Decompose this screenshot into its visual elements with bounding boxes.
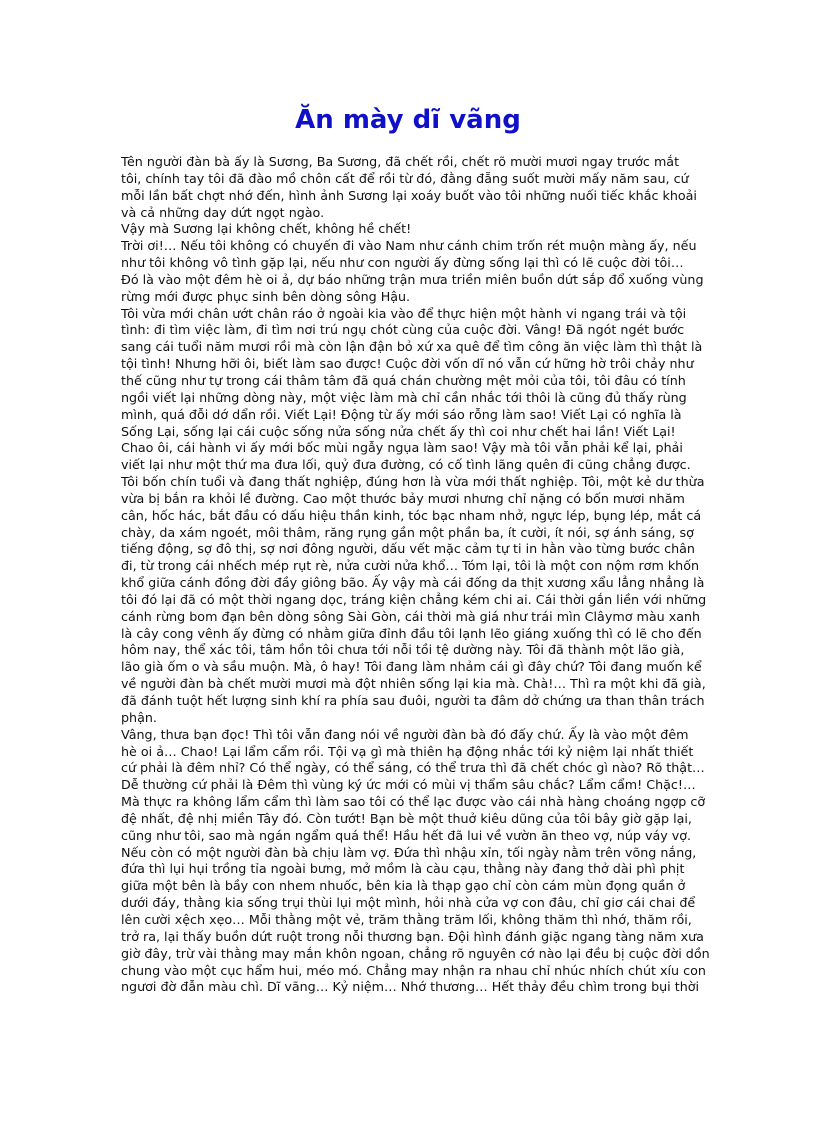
- document-title: Ăn mày dĩ vãng: [295, 105, 521, 135]
- body-text-line: chày, da xám ngoét, môi thâm, răng rụng gần một phần ba, ít cười, ít nói, sợ ánh sáng, sợ: [121, 524, 694, 540]
- body-text-line: giữa một bên là bầy con nhem nhuốc, bên kia là thạp gạo chỉ còn cám mùn đọng quần ở: [121, 878, 686, 894]
- body-text-line: Mà thực ra không lẩm cẩm thì làm sao tôi có thể lạc được vào cái nhà hàng choáng ngợp cỡ: [121, 794, 706, 810]
- body-text-line: tội tình! Nhưng hỡi ôi, biết làm sao được! Cuộc đời vốn dĩ nó vẫn cứ hững hờ trôi chảy như: [121, 356, 694, 372]
- body-text-line: hè oi ả… Chao! Lại lẩm cẩm rồi. Tội vạ gì mà thiên hạ động nhắc tới kỷ niệm lại nhất thiết: [121, 743, 694, 759]
- body-text-line: Vâng, thưa bạn đọc! Thì tôi vẫn đang nói về người đàn bà đó đấy chứ. Ấy là vào một đêm: [121, 726, 689, 742]
- body-text-line: rừng mới được phục sinh bên dòng sông Hậu.: [121, 288, 411, 304]
- body-text-line: Chao ôi, cái hành vi ấy mới bốc mùi ngẫy ngụa làm sao! Vậy mà tôi vẫn phải kể lại, phải: [121, 440, 683, 456]
- body-text-line: như tôi không vô tình gặp lại, nếu như con người ấy đừng sống lại thì có lẽ cuộc đời tôi…: [121, 255, 684, 271]
- body-text-line: cân, hốc hác, bắt đầu có dấu hiệu thần kinh, tóc bạc nham nhở, ngực lép, bụng lép, mắt cá: [121, 507, 702, 523]
- body-text-line: cứ phải là đêm nhỉ? Có thể ngày, có thể sáng, có thể trưa thì đã chết chóc gì nào? Rõ thật…: [121, 760, 705, 776]
- body-text-line: đệ nhất, đệ nhị miền Tây đó. Còn tướt! Bạn bè một thuở kiêu dũng của tôi bây giờ gặp lại,: [121, 810, 692, 826]
- body-text-line: ngồi viết lại những dòng này, một việc làm mà chỉ cần nhắc tới thôi là cũng đủ thấy rùng: [121, 389, 687, 405]
- body-text-line: giờ đây, trừ vài thằng may mắn khôn ngoan, chẳng rõ nguyên cớ nào lại đều bị cuộc đời dồn: [121, 945, 710, 961]
- body-text-line: Đó là vào một đêm hè oi ả, dự báo những trận mưa triền miên buồn dứt sắp đổ xuống vùng: [121, 271, 704, 287]
- body-text-line: lão già ốm o và sầu muộn. Mà, ô hay! Tôi đang làm nhảm cái gì đây chứ? Tôi đang muốn kể: [121, 659, 702, 675]
- body-text-line: sang cái tuổi năm mươi rồi mà còn lận đận bỏ xứ xa quê để tìm công ăn việc làm thì thật là: [121, 339, 703, 355]
- body-text-line: ngươi đờ đẫn màu chì. Dĩ vãng… Kỷ niệm… Nhớ thương… Hết thảy đều chìm trong bụi thời: [121, 979, 700, 995]
- body-text-line: cánh rừng bom đạn bên dòng sông Sài Gòn, cái thời mà giá như trái mìn Clâymơ màu xanh: [121, 608, 701, 624]
- body-text-line: hôm nay, thể xác tôi, tâm hồn tôi chưa tới nỗi tồi tệ dường này. Tôi đã thành một lão già,: [121, 642, 685, 658]
- body-text-line: tình: đi tìm việc làm, đi tìm nơi trú ngụ chót cùng của cuộc đời. Vâng! Đã ngót ngét bước: [121, 322, 685, 338]
- body-text-line: khổ giữa cánh đồng đời đầy giông bão. Ấy vậy mà cái đống da thịt xương xẩu lẳng nhẳng là: [121, 575, 705, 591]
- body-text-line: chung vào một cục hẩm hui, méo mó. Chẳng may nhận ra nhau chỉ nhúc nhích chút xíu con: [121, 962, 706, 978]
- body-text-line: về người đàn bà chết mười mươi mà đột nhiên sống lại kia mà. Chà!… Thì ra một khi đã già,: [121, 676, 706, 692]
- document-body: [121, 154, 751, 996]
- body-text-line: mình, quá đỗi dớ dẩn rồi. Viết Lại! Động từ ấy mới sáo rỗng làm sao! Viết Lại có nghĩa là: [121, 406, 682, 422]
- body-text-line: Dễ thường cứ phải là Đêm thì vùng ký ức mới có mùi vị thẩm sâu chắc? Lẩm cẩm! Chặc!…: [121, 777, 696, 793]
- body-text-line: vừa bị bắn ra khỏi lề đường. Cao một thước bảy mươi nhưng chỉ nặng có bốn mươi nhăm: [121, 490, 685, 506]
- body-text-line: Nếu còn có một người đàn bà chịu làm vợ. Đứa thì nhậu xỉn, tối ngày nằm trên võng nắng,: [121, 844, 697, 860]
- body-text-line: Tôi bốn chín tuổi và đang thất nghiệp, đúng hơn là vừa mới thất nghiệp. Tôi, một kẻ dư thừa: [121, 474, 705, 490]
- body-text-line: phận.: [121, 709, 157, 725]
- body-text-line: đứa thì lụi hụi trồng tỉa ngoài bưng, mở mồm là càu cạu, thằng này đang thở dài phì phịt: [121, 861, 685, 877]
- body-text-line: Tôi vừa mới chân ướt chân ráo ở ngoài kia vào để thực hiện một hành vi ngang trái và tội: [121, 305, 687, 321]
- body-text-line: tôi, chính tay tôi đã đào mồ chôn cất để rồi từ đó, đằng đẵng suốt mười mấy năm sau, cứ: [121, 170, 689, 186]
- body-text-line: viết lại như một thứ ma đưa lối, quỷ đưa đường, có cố tình lãng quên đi cũng chẳng được.: [121, 457, 691, 473]
- body-text-line: thế cũng như tự trong cái thâm tâm đã quá chán chường mệt mỏi của tôi, tôi đâu có tính: [121, 372, 686, 388]
- body-text-line: đã đánh tuột hết lượng sinh khí ra phía sau đuôi, người ta đâm dở chứng ưa than thân trách: [121, 693, 705, 708]
- body-text-line: Tên người đàn bà ấy là Sương, Ba Sương, đã chết rồi, chết rõ mười mươi ngay trước mắt: [121, 154, 680, 169]
- body-text-line: đi, từ trong cái nhếch mép rụt rè, nửa cười nửa khổ… Tóm lại, tôi là một con nộm rơm khốn: [121, 558, 700, 574]
- body-text-line: cũng như tôi, sao mà ngán ngẩm quá thể! Hầu hết đã lui về vườn ăn theo vợ, núp váy vợ.: [121, 827, 692, 843]
- body-text-line: tôi đó lại đã có một thời ngang dọc, tráng kiện chẳng kém chi ai. Cái thời gắn liền với những: [121, 591, 707, 607]
- body-text-line: tiếng động, sợ đô thị, sợ nơi đông người, dấu vết mặc cảm tự ti in hằn vào từng bước chân: [121, 541, 695, 557]
- body-text-line: Trời ơi!… Nếu tôi không có chuyến đi vào Nam như cánh chim trốn rét muộn màng ấy, nếu: [121, 238, 697, 254]
- body-text-line: lên cười xệch xẹo… Mỗi thằng một vẻ, trăm thằng trăm lối, không thăm thì nhớ, thăm rồi,: [121, 911, 692, 927]
- body-text-line: mỗi lần bất chợt nhớ đến, hình ảnh Sương lại xoáy buốt vào tôi những nuối tiếc khắc khoải: [121, 187, 697, 203]
- body-text-line: Sống Lại, sống lại cái cuộc sống nửa sống nửa chết ấy thì coi như chết hai lần! Viết Lại!: [121, 423, 676, 439]
- body-text-line: và cả những day dứt ngọt ngào.: [121, 204, 325, 220]
- body-text-line: là cây cong vênh ấy đừng có nhằm giữa đỉnh đầu tôi lạnh lẽo giáng xuống thì có lẽ cho đến: [121, 625, 702, 641]
- body-text-line: trở ra, lại thấy buồn dứt ruột trong nỗi thương bạn. Đội hình đánh giặc ngang tàng năm xưa: [121, 928, 704, 944]
- body-text-line: dưới đáy, thằng kia sống trụi thùi lụi một mình, hỏi nhà cửa vợ con đâu, chỉ giơ cái chai để: [121, 895, 696, 911]
- body-text-line: Vậy mà Sương lại không chết, không hề chết!: [121, 221, 412, 237]
